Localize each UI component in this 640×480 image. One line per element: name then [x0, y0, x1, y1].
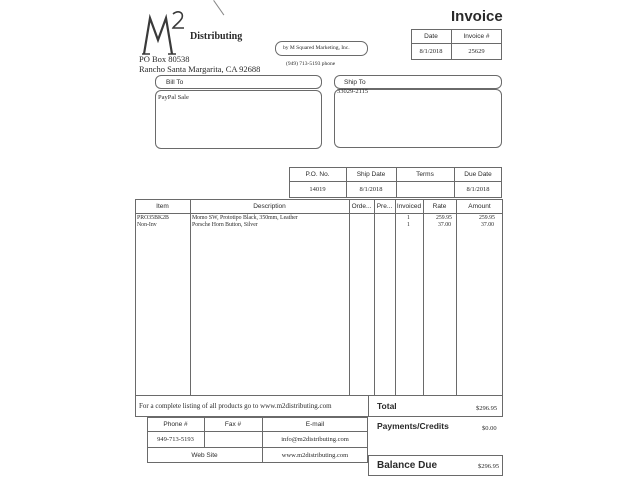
email-value: info@m2distributing.com — [281, 435, 349, 443]
fax-value — [204, 431, 262, 447]
phone-value: 949-713-5193 — [157, 435, 194, 443]
date-value: 8/1/2018 — [419, 48, 443, 55]
ship-to-box — [334, 89, 502, 148]
company-logo — [140, 10, 190, 60]
row-1-rate: 259.95 — [436, 215, 452, 221]
col-header-amount: Amount — [468, 202, 491, 210]
payments-credits-value: $0.00 — [482, 425, 497, 432]
invoice-number-value: 25629 — [468, 48, 485, 55]
row-1-invoiced: 1 — [407, 215, 410, 221]
address-line-1: PO Box 80538 — [139, 54, 190, 64]
col-header-prev-invoiced: Pre... — [376, 202, 393, 210]
m2-logo-icon — [140, 10, 190, 60]
po-number-label: P.O. No. — [305, 170, 330, 178]
website-value: www.m2distributing.com — [281, 451, 349, 459]
ship-date-value: 8/1/2018 — [359, 186, 383, 193]
row-2-invoiced: 1 — [407, 222, 410, 228]
row-2-rate: 37.00 — [438, 222, 452, 228]
ship-to-label: Ship To — [344, 79, 366, 86]
invoice-title: Invoice — [451, 8, 503, 25]
company-name: Distributing — [190, 31, 243, 42]
phone-label: Phone # — [163, 420, 188, 428]
row-1-description: Momo SW, Prototipo Black, 350mm, Leather — [192, 215, 298, 221]
total-label: Total — [377, 401, 397, 411]
tagline-text: by M Squared Marketing, Inc. — [283, 45, 350, 51]
payments-credits-label: Payments/Credits — [377, 421, 449, 431]
row-2-item: Non-Inv — [137, 222, 157, 228]
po-number-value: 14019 — [309, 186, 326, 193]
terms-value — [396, 181, 454, 198]
row-1-amount: 259.95 — [479, 215, 495, 221]
ship-to-text: 33029-2115 — [337, 88, 369, 95]
bill-to-label: Bill To — [166, 79, 184, 86]
footer-note: For a complete listing of all products go to www.m2distributing.com — [139, 402, 332, 410]
due-date-value: 8/1/2018 — [466, 186, 490, 193]
col-header-rate: Rate — [432, 202, 447, 210]
email-label: E-mail — [305, 420, 325, 428]
col-header-ordered: Orde... — [351, 202, 372, 210]
company-phone: (949) 713-5193 phone — [286, 61, 336, 67]
col-header-description: Description — [253, 202, 286, 210]
col-header-item: Item — [156, 202, 169, 210]
col-header-invoiced: Invoiced — [396, 202, 422, 210]
terms-label: Terms — [416, 170, 434, 178]
scan-mark — [212, 0, 224, 16]
website-label: Web Site — [191, 451, 218, 459]
fax-label: Fax # — [224, 420, 242, 428]
row-2-amount: 37.00 — [481, 222, 495, 228]
balance-due-value: $296.95 — [478, 463, 500, 470]
due-date-label: Due Date — [464, 170, 492, 178]
balance-due-label: Balance Due — [377, 460, 438, 471]
ship-date-label: Ship Date — [356, 170, 386, 178]
bill-to-text: PayPal Sale — [158, 94, 189, 101]
total-value: $296.95 — [476, 405, 498, 412]
row-2-description: Porsche Horn Button, Silver — [192, 222, 258, 228]
address-line-2: Rancho Santa Margarita, CA 92688 — [139, 64, 261, 74]
row-1-item: PRO35BK2B — [137, 215, 169, 221]
invoice-number-label: Invoice # — [463, 32, 490, 40]
date-label: Date — [424, 32, 438, 40]
